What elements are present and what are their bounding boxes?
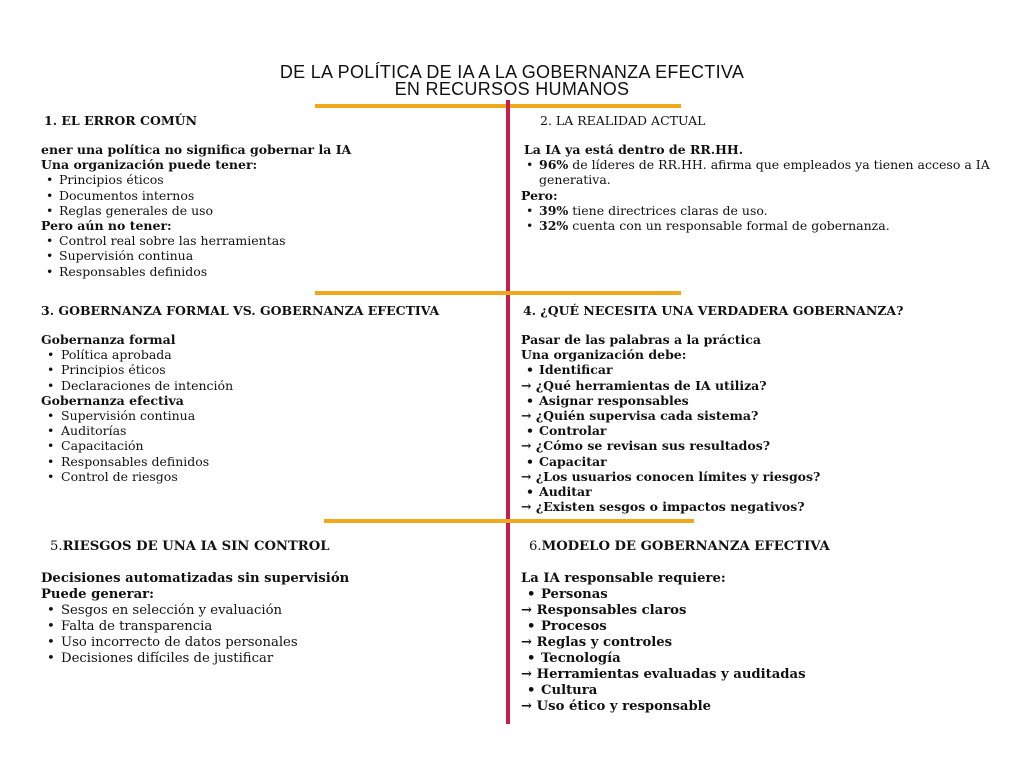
section-2-but: Pero: <box>521 187 558 203</box>
page-title <box>0 64 1024 98</box>
arrow-item: → Uso ético y responsable <box>521 699 712 714</box>
section-2-intro: La IA ya está dentro de RR.HH. <box>524 142 744 157</box>
row-divider-1 <box>315 291 681 295</box>
section-3-body <box>41 332 233 484</box>
section-3-title: 3. GOBERNANZA FORMAL VS. GOBERNANZA EFECTIVA <box>41 303 440 318</box>
section-5-body <box>41 571 349 667</box>
stat-text: de líderes de RR.HH. afirma que empleados ya tienen acceso a IA <box>568 157 990 173</box>
list-item: • Tecnología <box>521 651 806 667</box>
list-item: • Responsables definidos <box>41 264 351 279</box>
section-6-title-text: MODELO DE GOBERNANZA EFECTIVA <box>541 539 830 554</box>
title-line-1: DE LA POLÍTICA DE IA A LA GOBERNANZA EFECTIVA <box>279 62 745 82</box>
arrow-item: → Responsables claros <box>521 603 687 618</box>
section-1-but-not: Pero aún no tener: <box>41 218 172 234</box>
section-5-can-generate: Puede generar: <box>41 587 154 602</box>
list-item: • Cultura <box>521 683 806 699</box>
list-item: • Política aprobada <box>41 347 233 362</box>
section-6-number: 6. <box>529 539 542 554</box>
stat-percentage: 96% <box>539 157 569 173</box>
list-item: • Sesgos en selección y evaluación <box>41 603 349 619</box>
row-divider-2 <box>324 519 694 523</box>
list-item: • Reglas generales de uso <box>41 203 351 218</box>
section-5-title-text: RIESGOS DE UNA IA SIN CONTROL <box>62 539 330 554</box>
list-item <box>521 203 990 218</box>
list-item: • Auditorías <box>41 423 233 438</box>
list-item: • Identificar <box>521 362 820 377</box>
stat-percentage: 39% <box>539 202 569 218</box>
section-5-intro: Decisiones automatizadas sin supervisión <box>41 571 350 586</box>
section-2-title: 2. LA REALIDAD ACTUAL <box>540 113 706 128</box>
list-item: • Controlar <box>521 423 820 438</box>
list-item: • Supervisión continua <box>41 408 233 423</box>
section-6-title <box>529 539 830 554</box>
arrow-item: → ¿Qué herramientas de IA utiliza? <box>521 377 767 393</box>
list-item: • Personas <box>521 587 806 603</box>
arrow-item: → Reglas y controles <box>521 635 673 650</box>
list-item: • Auditar <box>521 484 820 499</box>
stat-percentage: 32% <box>539 218 569 234</box>
stat-text-continued: generativa. <box>539 172 611 188</box>
section-4-body <box>521 332 820 514</box>
section-1-body <box>41 142 351 279</box>
list-item: • Falta de transparencia <box>41 619 349 635</box>
section-2-body <box>521 142 990 233</box>
section-4-title: 4. ¿QUÉ NECESITA UNA VERDADERA GOBERNANZA? <box>523 303 904 318</box>
section-3-formal-heading: Gobernanza formal <box>41 332 176 347</box>
center-divider <box>506 100 510 724</box>
arrow-item: → ¿Existen sesgos o impactos negativos? <box>521 499 805 515</box>
list-item: • Principios éticos <box>41 362 233 377</box>
section-1-can-have: Una organización puede tener: <box>41 157 258 173</box>
list-item: • Capacitación <box>41 438 233 453</box>
list-item: • Capacitar <box>521 454 820 469</box>
section-1-intro: ener una política no significa gobernar la IA <box>41 142 352 157</box>
list-item: • Procesos <box>521 619 806 635</box>
list-item: • Principios éticos <box>41 172 351 187</box>
stat-text: tiene directrices claras de uso. <box>568 202 768 218</box>
list-item: • Decisiones difíciles de justificar <box>41 651 349 667</box>
arrow-item: → ¿Los usuarios conocen límites y riesgos? <box>521 468 821 484</box>
list-item: • Control de riesgos <box>41 469 233 484</box>
section-4-must: Una organización debe: <box>521 347 687 363</box>
list-item: • Asignar responsables <box>521 393 820 408</box>
section-6-intro: La IA responsable requiere: <box>521 571 726 586</box>
list-item: • Uso incorrecto de datos personales <box>41 635 349 651</box>
list-item <box>521 218 990 233</box>
list-item <box>521 157 990 172</box>
section-3-effective-heading: Gobernanza efectiva <box>41 392 184 408</box>
list-item: • Documentos internos <box>41 188 351 203</box>
section-5-number: 5. <box>50 539 63 554</box>
arrow-item: → Herramientas evaluadas y auditadas <box>521 667 806 682</box>
list-item: • Declaraciones de intención <box>41 378 233 393</box>
list-item: • Supervisión continua <box>41 248 351 263</box>
title-line-2: EN RECURSOS HUMANOS <box>394 79 630 99</box>
section-1-title: 1. EL ERROR COMÚN <box>44 113 198 128</box>
stat-text: cuenta con un responsable formal de gobernanza. <box>568 218 890 234</box>
section-4-intro: Pasar de las palabras a la práctica <box>521 332 761 347</box>
arrow-item: → ¿Cómo se revisan sus resultados? <box>521 438 771 454</box>
arrow-item: → ¿Quién supervisa cada sistema? <box>521 408 759 424</box>
list-item: • Responsables definidos <box>41 454 233 469</box>
title-underline <box>315 104 681 108</box>
section-6-body <box>521 571 806 715</box>
list-item: • Control real sobre las herramientas <box>41 233 351 248</box>
section-5-title <box>50 539 330 554</box>
